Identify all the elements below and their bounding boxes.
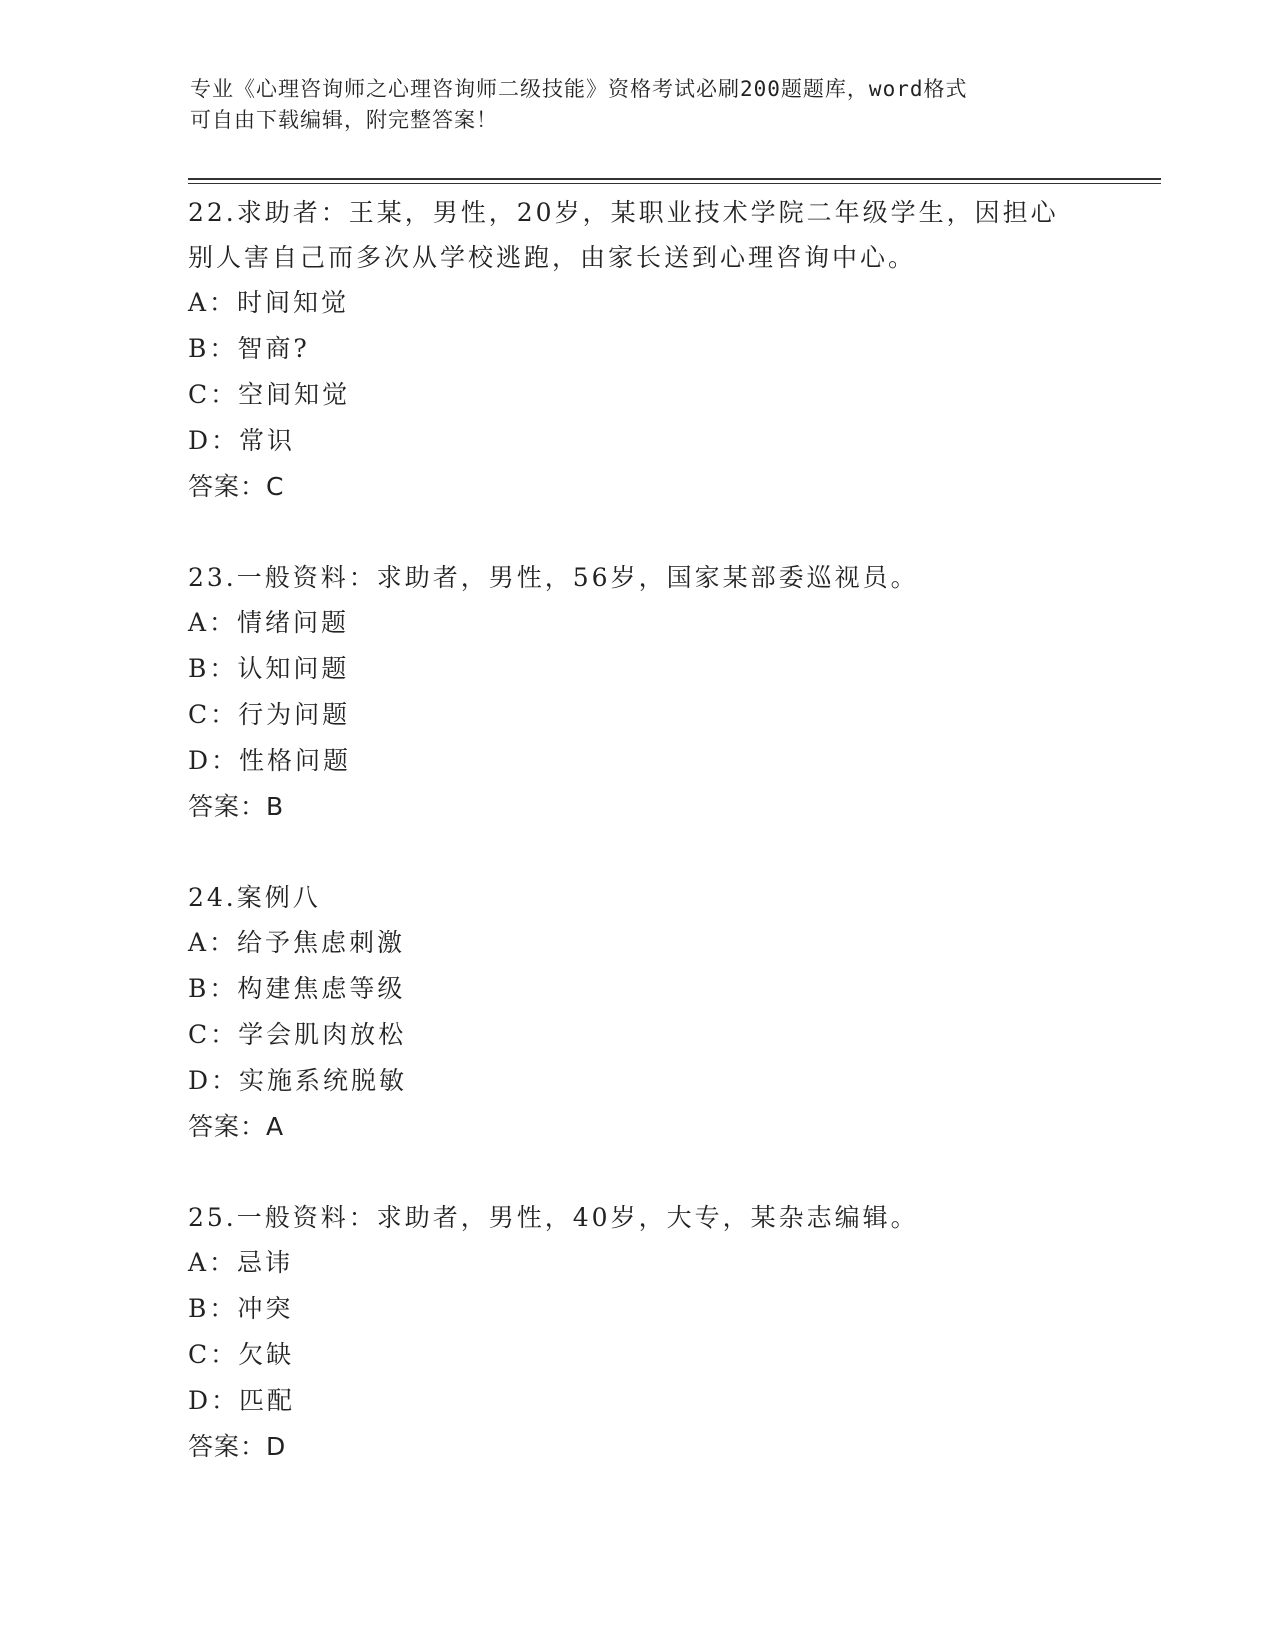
option-c: C：空间知觉 (188, 380, 351, 409)
option-d: D：常识 (188, 426, 296, 455)
option-a: A：忌讳 (188, 1248, 294, 1277)
question-stem-line: 22.求助者：王某，男性，20岁，某职业技术学院二年级学生，因担心 (188, 198, 1059, 227)
answer-line: 答案：B (188, 792, 285, 821)
option-d: D：性格问题 (188, 746, 352, 775)
header-divider-thin (188, 183, 1161, 184)
option-b: B：智商? (188, 334, 310, 363)
question-25 (188, 1195, 1088, 1470)
option-a: A：时间知觉 (188, 288, 350, 317)
option-b: B：冲突 (188, 1294, 294, 1323)
question-stem-line: 别人害自己而多次从学校逃跑，由家长送到心理咨询中心。 (188, 243, 917, 272)
question-stem-line: 24.案例八 (188, 883, 321, 912)
option-c: C：欠缺 (188, 1340, 295, 1369)
answer-line: 答案：A (188, 1112, 285, 1141)
question-stem-line: 23.一般资料：求助者，男性，56岁，国家某部委巡视员。 (188, 563, 919, 592)
option-a: A：给予焦虑刺激 (188, 928, 406, 957)
question-list (188, 190, 1088, 1515)
option-d: D：实施系统脱敏 (188, 1066, 408, 1095)
option-c: C：学会肌肉放松 (188, 1020, 407, 1049)
document-header (190, 74, 1090, 136)
option-d: D：匹配 (188, 1386, 296, 1415)
header-line-2: 可自由下载编辑，附完整答案！ (190, 108, 498, 132)
header-divider-thick (188, 178, 1161, 180)
question-stem-line: 25.一般资料：求助者，男性，40岁，大专，某杂志编辑。 (188, 1203, 919, 1232)
question-23 (188, 555, 1088, 830)
answer-line: 答案：D (188, 1432, 287, 1461)
option-b: B：认知问题 (188, 654, 350, 683)
option-a: A：情绪问题 (188, 608, 350, 637)
option-c: C：行为问题 (188, 700, 351, 729)
header-line-1: 专业《心理咨询师之心理咨询师二级技能》资格考试必刷200题题库，word格式 (190, 77, 968, 101)
question-24 (188, 875, 1088, 1150)
answer-line: 答案：C (188, 472, 285, 501)
question-22 (188, 190, 1088, 510)
option-b: B：构建焦虑等级 (188, 974, 406, 1003)
